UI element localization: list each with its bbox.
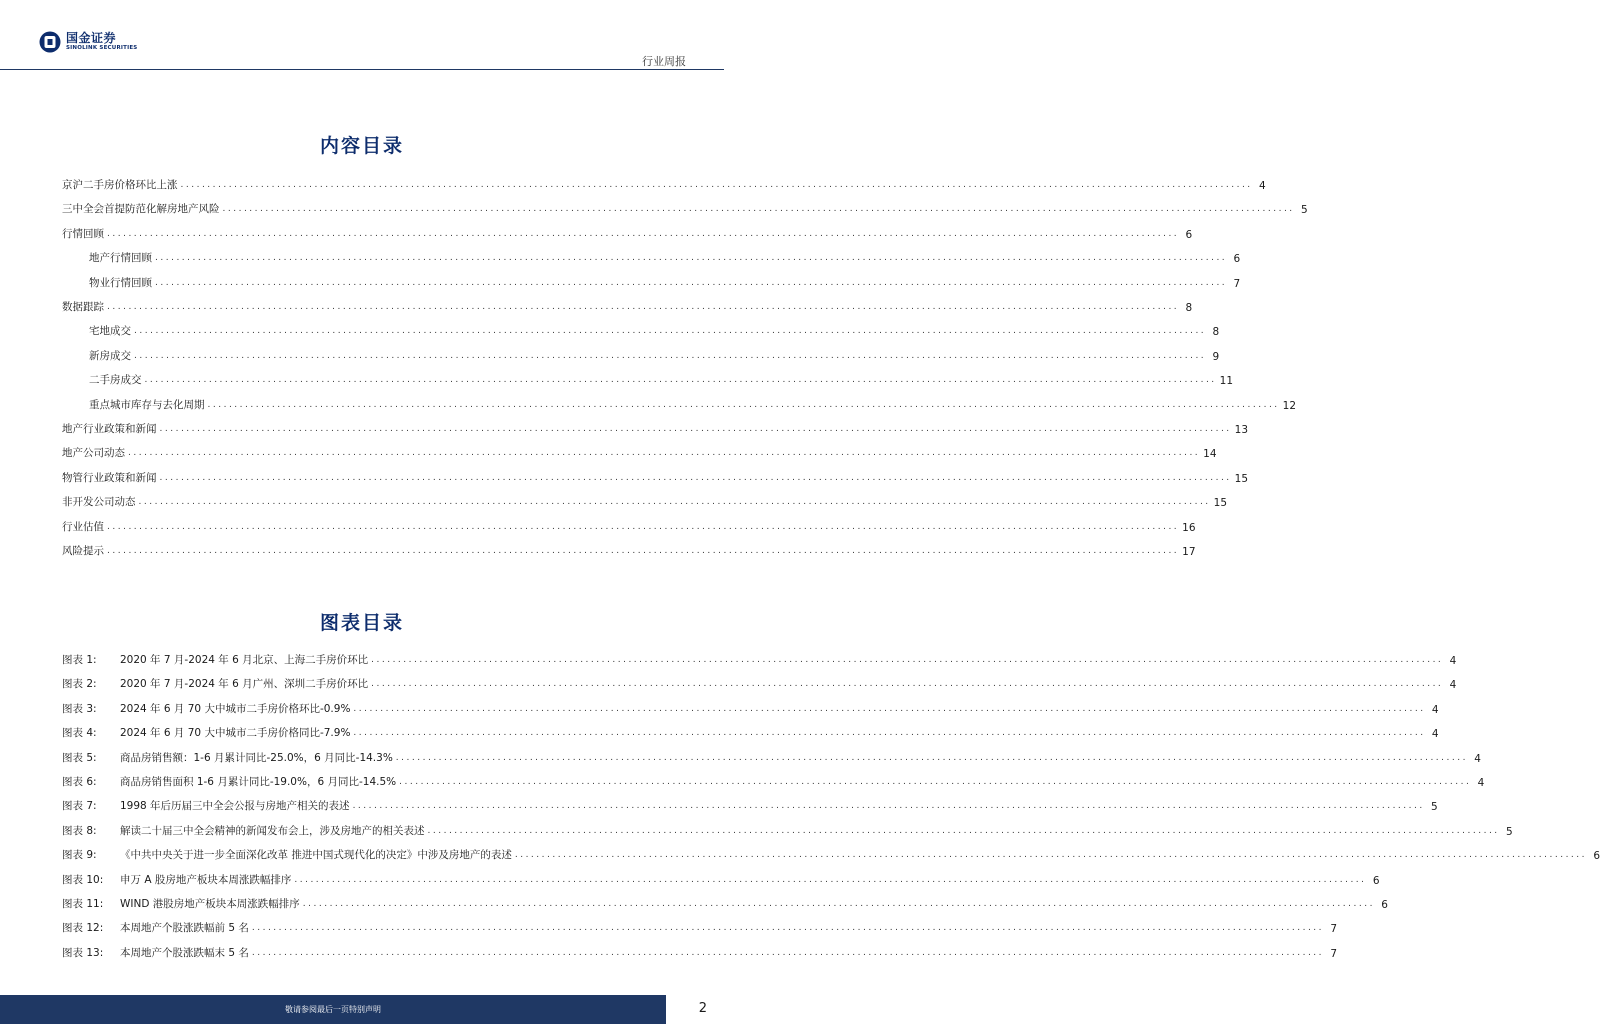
dot-leader: ........................................................................................................................................................................................................ — [107, 302, 1180, 312]
figure-entry-page: 4 — [1449, 655, 1457, 667]
dot-leader: ........................................................................................................................................................................................................ — [155, 253, 1228, 264]
figure-entry-page: 6 — [1372, 874, 1380, 887]
toc-entry-page: 12 — [1282, 399, 1297, 412]
figure-number: 图表 4: — [62, 727, 97, 740]
dot-leader: ........................................................................................................................................................................................................ — [353, 703, 1426, 714]
dot-leader: ........................................................................................................................................................................................................ — [128, 448, 1201, 459]
dot-leader: ........................................................................................................................................................................................................ — [180, 180, 1253, 190]
dot-leader: ........................................................................................................................................................................................................ — [251, 923, 1325, 934]
dot-leader: ........................................................................................................................................................................................................ — [155, 277, 1228, 288]
figure-entry[interactable] — [62, 651, 1457, 667]
dot-leader: ........................................................................................................................................................................................................ — [138, 497, 1211, 508]
footer-disclaimer-bar — [0, 995, 666, 1024]
dot-leader: ........................................................................................................................................................................................................ — [107, 228, 1180, 239]
toc-entry[interactable] — [62, 420, 1249, 436]
figure-entry[interactable] — [62, 895, 1388, 911]
toc-entry[interactable] — [62, 200, 1308, 217]
figure-entry-label: 1998 年后历届三中全会公报与房地产相关的表述 — [120, 800, 350, 813]
toc-entry-label: 地产公司动态 — [62, 447, 125, 460]
toc-entry[interactable] — [89, 322, 1220, 339]
dot-leader: ........................................................................................................................................................................................................ — [371, 679, 1444, 690]
figure-entry-label: 商品房销售面积 1-6 月累计同比-19.0%，6 月同比-14.5% — [120, 776, 397, 788]
figure-entry[interactable] — [62, 919, 1338, 936]
figure-entry[interactable] — [62, 944, 1338, 960]
toc-entry-label: 三中全会首提防范化解房地产风险 — [62, 203, 220, 216]
figure-entry-page: 5 — [1505, 825, 1513, 838]
figures-title: 图表目录 — [319, 612, 404, 634]
toc-entry-page: 8 — [1185, 302, 1193, 314]
figure-entry-label: 2024 年 6 月 70 大中城市二手房价格环比-0.9% — [120, 702, 351, 715]
dot-leader: ........................................................................................................................................................................................................ — [144, 375, 1217, 386]
toc-entry-label: 物管行业政策和新闻 — [62, 471, 157, 484]
figure-entry-page: 4 — [1431, 703, 1439, 716]
toc-entry-label: 地产行业政策和新闻 — [62, 423, 157, 435]
figure-entry[interactable] — [62, 871, 1380, 887]
dot-leader: ........................................................................................................................................................................................................ — [427, 825, 1500, 836]
toc-entry[interactable] — [62, 493, 1228, 510]
toc-entry-page: 8 — [1212, 326, 1220, 339]
figure-entry-label: 商品房销售额：1-6 月累计同比-25.0%，6 月同比-14.3% — [120, 751, 393, 764]
toc-entry-page: 5 — [1300, 204, 1308, 217]
dot-leader: ........................................................................................................................................................................................................ — [159, 424, 1232, 434]
logo-english-name: SINOLINK SECURITIES — [66, 45, 138, 52]
figure-entry-page: 6 — [1381, 899, 1388, 911]
figure-number: 图表 2: — [62, 678, 97, 691]
figure-entry-label: 《中共中央关于进一步全面深化改革 推进中国式现代化的决定》中涉及房地产的表述 — [120, 849, 512, 862]
report-type-label: 行业周报 — [642, 55, 686, 68]
figure-entry-page: 4 — [1477, 777, 1485, 789]
footer-disclaimer: 敬请参阅最后一页特别声明 — [285, 1005, 381, 1014]
sinolink-logo-icon — [39, 31, 61, 53]
dot-leader: ........................................................................................................................................................................................................ — [352, 801, 1425, 812]
figure-entry[interactable] — [62, 700, 1439, 716]
toc-entry-page: 6 — [1233, 253, 1241, 266]
toc-entry-page: 16 — [1182, 521, 1196, 534]
dot-leader: ........................................................................................................................................................................................................ — [302, 899, 1375, 909]
toc-entry[interactable] — [62, 469, 1249, 485]
toc-entry-label: 数据跟踪 — [62, 301, 104, 313]
figure-entry[interactable] — [62, 846, 1600, 863]
figure-entry-page: 4 — [1449, 679, 1457, 692]
figure-number: 图表 11: — [62, 898, 104, 910]
dot-leader: ........................................................................................................................................................................................................ — [514, 850, 1588, 861]
toc-entry[interactable] — [62, 225, 1193, 241]
header-divider — [0, 69, 724, 70]
figure-entry-page: 4 — [1474, 752, 1481, 765]
figure-entry[interactable] — [62, 773, 1485, 789]
logo-chinese-name: 国金证券 — [66, 31, 117, 46]
figure-number: 图表 3: — [62, 702, 97, 715]
toc-entry-label: 行业估值 — [62, 520, 104, 533]
toc-entry[interactable] — [89, 249, 1241, 266]
page-number: 2 — [698, 1001, 707, 1016]
dot-leader: ........................................................................................................................................................................................................ — [395, 752, 1468, 763]
figure-number: 图表 8: — [62, 824, 97, 837]
figure-number: 图表 10: — [62, 873, 104, 886]
figure-entry[interactable] — [62, 724, 1439, 741]
toc-entry[interactable] — [89, 347, 1220, 363]
figure-number: 图表 12: — [62, 922, 104, 935]
toc-entry-label: 风险提示 — [62, 545, 104, 557]
toc-entry-page: 9 — [1212, 350, 1220, 363]
toc-entry-page: 14 — [1203, 448, 1217, 461]
toc-entry-page: 7 — [1233, 277, 1241, 290]
figure-number: 图表 1: — [62, 654, 97, 666]
toc-entry-page: 4 — [1258, 180, 1266, 192]
figure-entry[interactable] — [62, 749, 1481, 765]
toc-entry-label: 行情回顾 — [62, 227, 104, 240]
company-logo — [39, 30, 137, 54]
figure-entry-page: 5 — [1431, 801, 1438, 814]
figure-number: 图表 9: — [62, 849, 97, 862]
figure-entry-label: 本周地产个股涨跌幅前 5 名 — [120, 922, 249, 935]
toc-entry-page: 11 — [1219, 375, 1234, 388]
toc-entry[interactable] — [62, 542, 1196, 558]
toc-entry-page: 17 — [1182, 546, 1196, 558]
figure-entry-label: 解读二十届三中全会精神的新闻发布会上，涉及房地产的相关表述 — [120, 824, 425, 837]
contents-title: 内容目录 — [319, 135, 404, 157]
dot-leader: ........................................................................................................................................................................................................ — [107, 521, 1180, 532]
toc-entry-label: 地产行情回顾 — [89, 252, 152, 265]
figure-entry-label: WIND 港股房地产板块本周涨跌幅排序 — [120, 898, 300, 910]
figure-number: 图表 13: — [62, 946, 104, 959]
toc-entry[interactable] — [62, 176, 1266, 192]
toc-entry[interactable] — [89, 396, 1297, 412]
figure-entry[interactable] — [62, 822, 1513, 838]
toc-entry-label: 二手房成交 — [89, 374, 142, 387]
toc-entry-page: 13 — [1234, 424, 1249, 436]
figure-entry-page: 7 — [1330, 947, 1338, 960]
toc-entry[interactable] — [89, 371, 1234, 388]
toc-entry[interactable] — [89, 274, 1241, 290]
dot-leader: ........................................................................................................................................................................................................ — [222, 204, 1295, 215]
figure-entry-page: 4 — [1431, 728, 1439, 741]
dot-leader: ........................................................................................................................................................................................................ — [294, 874, 1367, 885]
toc-entry[interactable] — [62, 518, 1196, 534]
toc-entry-page: 15 — [1234, 472, 1249, 485]
figure-entry-page: 6 — [1593, 850, 1600, 863]
dot-leader: ........................................................................................................................................................................................................ — [399, 777, 1472, 787]
toc-entry-label: 重点城市库存与去化周期 — [89, 398, 205, 411]
figure-number: 图表 5: — [62, 751, 97, 764]
dot-leader: ........................................................................................................................................................................................................ — [134, 326, 1207, 337]
figure-number: 图表 7: — [62, 800, 97, 813]
figure-entry[interactable] — [62, 797, 1438, 814]
figure-entry-label: 申万 A 股房地产板块本周涨跌幅排序 — [120, 873, 292, 886]
toc-entry-page: 6 — [1185, 228, 1193, 241]
figure-entry-label: 2024 年 6 月 70 大中城市二手房价格同比-7.9% — [120, 727, 351, 740]
toc-entry-page: 15 — [1213, 497, 1228, 510]
figure-entry-label: 本周地产个股涨跌幅末 5 名 — [120, 946, 249, 959]
dot-leader: ........................................................................................................................................................................................................ — [371, 655, 1444, 665]
figure-entry-page: 7 — [1330, 923, 1338, 936]
figure-entry-label: 2020 年 7 月-2024 年 6 月北京、上海二手房价环比 — [120, 654, 369, 666]
toc-entry-label: 物业行情回顾 — [89, 276, 152, 289]
dot-leader: ........................................................................................................................................................................................................ — [251, 947, 1325, 958]
toc-entry-label: 非开发公司动态 — [62, 496, 136, 509]
toc-entry-label: 京沪二手房价格环比上涨 — [62, 179, 178, 191]
figure-entry-label: 2020 年 7 月-2024 年 6 月广州、深圳二手房价环比 — [120, 678, 369, 691]
dot-leader: ........................................................................................................................................................................................................ — [134, 350, 1207, 361]
figure-entry[interactable] — [62, 675, 1457, 692]
dot-leader: ........................................................................................................................................................................................................ — [107, 546, 1180, 556]
toc-entry[interactable] — [62, 444, 1217, 461]
figure-number: 图表 6: — [62, 776, 97, 788]
page-header — [0, 0, 724, 70]
toc-entry-label: 新房成交 — [89, 349, 131, 362]
dot-leader: ........................................................................................................................................................................................................ — [207, 399, 1280, 410]
dot-leader: ........................................................................................................................................................................................................ — [159, 472, 1232, 483]
toc-entry-label: 宅地成交 — [89, 325, 131, 338]
dot-leader: ........................................................................................................................................................................................................ — [353, 728, 1426, 739]
toc-entry[interactable] — [62, 298, 1193, 314]
